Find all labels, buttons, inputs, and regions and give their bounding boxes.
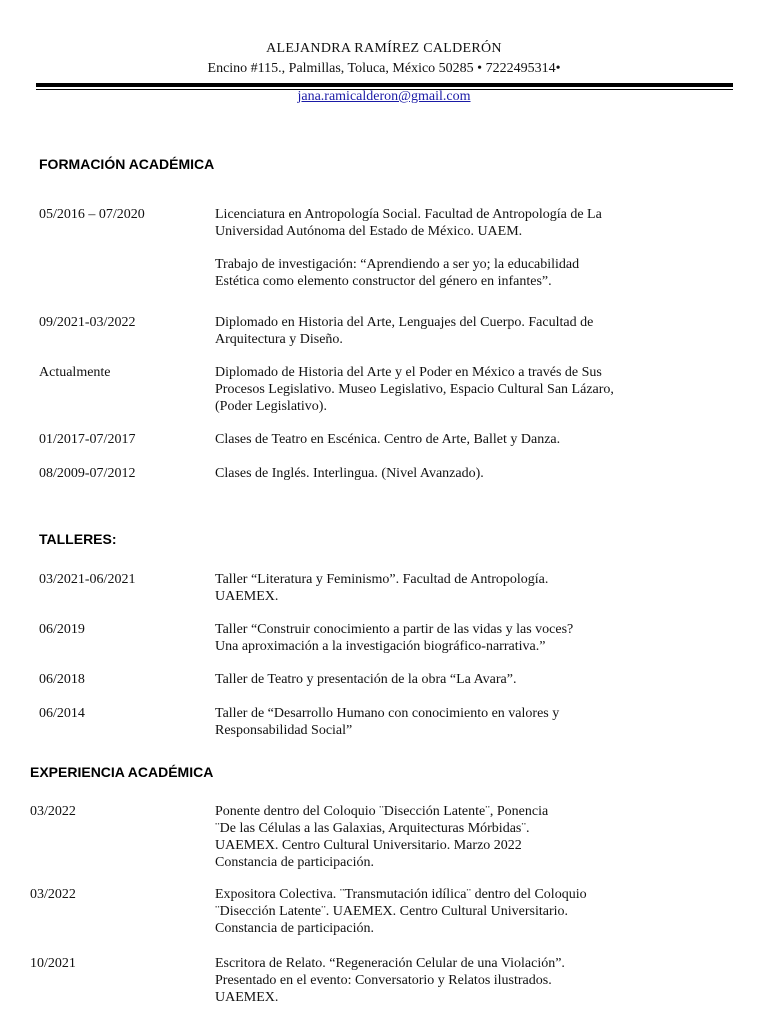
- entry-description: [215, 705, 685, 739]
- entry-date: 06/2018: [39, 672, 85, 687]
- entry-description: [215, 886, 685, 937]
- entry-date: 09/2021-03/2022: [39, 315, 136, 330]
- cv-name: ALEJANDRA RAMÍREZ CALDERÓN: [266, 41, 502, 56]
- entry-line: Responsabilidad Social”: [215, 723, 353, 738]
- header-divider-thick: [36, 83, 733, 87]
- entry-line: Licenciatura en Antropología Social. Facultad de Antropología de La: [215, 207, 602, 222]
- entry-date: 06/2019: [39, 622, 85, 637]
- entry-line: Taller de “Desarrollo Humano con conocimiento en valores y: [215, 706, 560, 721]
- entry-date: 03/2022: [30, 804, 76, 819]
- entry-date: 03/2021-06/2021: [39, 572, 136, 587]
- entry-description: [215, 465, 685, 482]
- entry-date: 03/2022: [30, 887, 76, 902]
- entry-line: ¨Disección Latente¨. UAEMEX. Centro Cultural Universitario.: [215, 904, 569, 919]
- section-title-experiencia: EXPERIENCIA ACADÉMICA: [30, 764, 214, 780]
- entry-line: Taller “Construir conocimiento a partir de las vidas y las voces?: [215, 622, 574, 637]
- entry-date: 01/2017-07/2017: [39, 432, 136, 447]
- entry-line: Presentado en el evento: Conversatorio y Relatos ilustrados.: [215, 973, 552, 988]
- entry-line: Constancia de participación.: [215, 921, 374, 936]
- entry-line: Clases de Inglés. Interlingua. (Nivel Avanzado).: [215, 466, 484, 481]
- entry-line: Taller “Literatura y Feminismo”. Facultad de Antropología.: [215, 572, 549, 587]
- entry-line: UAEMEX.: [215, 990, 279, 1005]
- entry-line: (Poder Legislativo).: [215, 399, 327, 414]
- entry-line: ¨De las Células a las Galaxias, Arquitecturas Mórbidas¨.: [215, 821, 530, 836]
- entry-line: Ponente dentro del Coloquio ¨Disección Latente¨, Ponencia: [215, 804, 549, 819]
- entry-description: [215, 431, 685, 448]
- entry-line: Arquitectura y Diseño.: [215, 332, 343, 347]
- entry-line: Estética como elemento constructor del género en infantes”.: [215, 274, 552, 289]
- entry-line: Procesos Legislativo. Museo Legislativo, Espacio Cultural San Lázaro,: [215, 382, 614, 397]
- email-link[interactable]: jana.ramicalderon@gmail.com: [297, 89, 471, 104]
- entry-line: Escritora de Relato. “Regeneración Celular de una Violación”.: [215, 956, 565, 971]
- entry-line: Trabajo de investigación: “Aprendiendo a ser yo; la educabilidad: [215, 257, 580, 272]
- entry-description: [215, 364, 685, 415]
- entry-date: Actualmente: [39, 365, 111, 380]
- entry-description: [215, 206, 685, 240]
- entry-description: [215, 571, 685, 605]
- entry-line: Clases de Teatro en Escénica. Centro de Arte, Ballet y Danza.: [215, 432, 561, 447]
- entry-line: Diplomado en Historia del Arte, Lenguajes del Cuerpo. Facultad de: [215, 315, 594, 330]
- entry-description: [215, 955, 685, 1006]
- entry-date: 08/2009-07/2012: [39, 466, 136, 481]
- entry-line: UAEMEX. Centro Cultural Universitario. Marzo 2022: [215, 838, 522, 853]
- entry-description: [215, 314, 685, 348]
- section-title-talleres: TALLERES:: [39, 531, 117, 547]
- entry-line: Una aproximación a la investigación biográfico-narrativa.”: [215, 639, 546, 654]
- entry-date: 10/2021: [30, 956, 76, 971]
- entry-date: 05/2016 – 07/2020: [39, 207, 145, 222]
- entry-line: Expositora Colectiva. ¨Transmutación idílica¨ dentro del Coloquio: [215, 887, 587, 902]
- entry-line: Taller de Teatro y presentación de la obra “La Avara”.: [215, 672, 517, 687]
- section-title-formacion: FORMACIÓN ACADÉMICA: [39, 156, 215, 172]
- entry-description: [215, 621, 685, 655]
- entry-date: 06/2014: [39, 706, 85, 721]
- entry-line: Constancia de participación.: [215, 855, 374, 870]
- entry-description: [215, 803, 685, 871]
- entry-line: Diplomado de Historia del Arte y el Poder en México a través de Sus: [215, 365, 602, 380]
- entry-description: [215, 256, 685, 290]
- entry-description: [215, 671, 685, 688]
- entry-line: Universidad Autónoma del Estado de México. UAEM.: [215, 224, 523, 239]
- entry-line: UAEMEX.: [215, 589, 279, 604]
- cv-address: Encino #115., Palmillas, Toluca, México 50285 • 7222495314•: [207, 61, 561, 76]
